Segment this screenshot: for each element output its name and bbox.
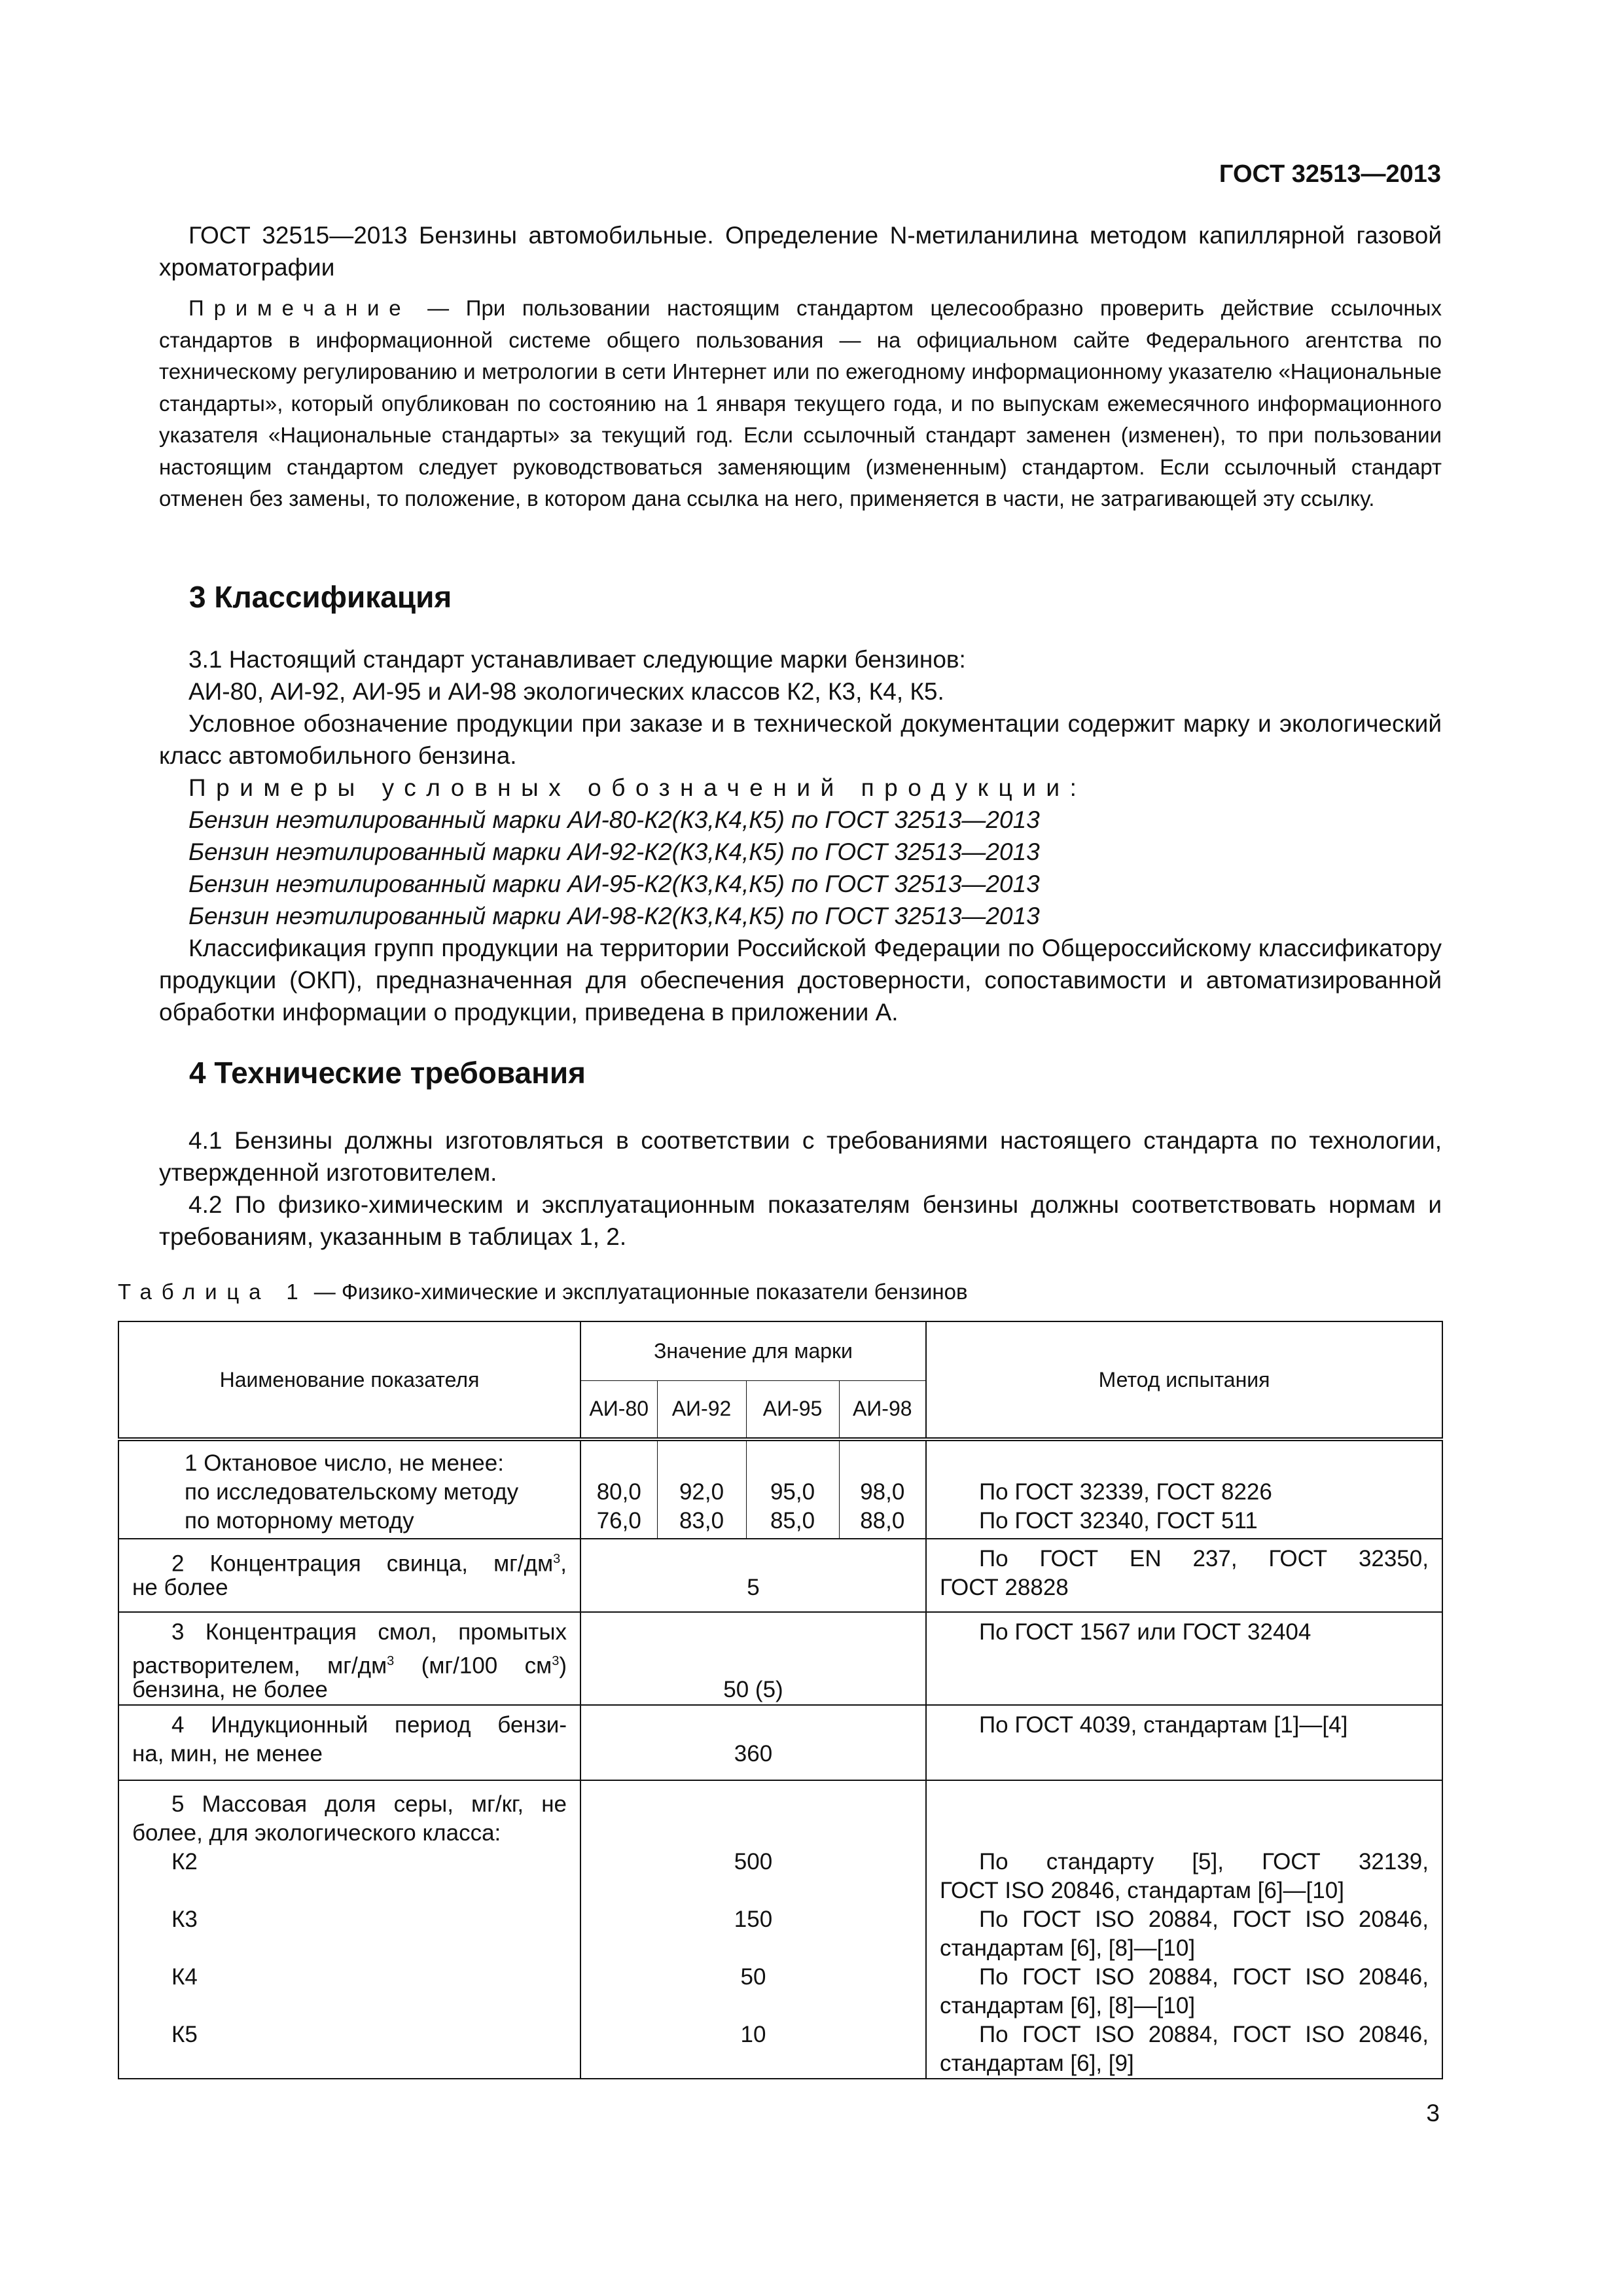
method: ГОСТ 28828 bbox=[940, 1575, 1069, 1600]
t: ) bbox=[559, 1653, 567, 1679]
note-label: Примечание bbox=[188, 296, 411, 320]
paragraph-4-1: 4.1 Бензины должны изготовляться в соответствии с требованиями настоящего стандарта по технологии, утвержденной изготовителем. bbox=[159, 1127, 1442, 1186]
method: По стандарту [5], ГОСТ 32139, bbox=[979, 1849, 1429, 1874]
value: 85,0 bbox=[770, 1508, 815, 1534]
header-method: Метод испытания bbox=[926, 1321, 1442, 1439]
method: По ГОСТ 32340, ГОСТ 511 bbox=[979, 1508, 1258, 1534]
section-4-body bbox=[159, 1124, 1442, 1253]
examples-label: Примеры условных обозначений продукции: bbox=[188, 774, 1087, 801]
document-code: ГОСТ 32513—2013 bbox=[1219, 160, 1441, 188]
row5-title: 5 Массовая доля серы, мг/кг, не bbox=[171, 1791, 567, 1817]
designation-paragraph: Условное обозначение продукции при заказе и в технической документации содержит марку и экологический класс автомобильного бензина. bbox=[159, 710, 1442, 769]
t: (мг/100 см bbox=[394, 1653, 552, 1679]
reference-paragraph: ГОСТ 32515—2013 Бензины автомобильные. Определение N-метиланилина методом капиллярной газовой хроматографии bbox=[159, 222, 1442, 281]
value: 10 bbox=[740, 2022, 766, 2047]
table-row bbox=[118, 1439, 1442, 1539]
value: 500 bbox=[734, 1849, 773, 1874]
value: 5 bbox=[747, 1575, 760, 1600]
header-grade-ai80: АИ-80 bbox=[580, 1380, 657, 1439]
value: 76,0 bbox=[596, 1508, 641, 1534]
table-caption-label: Таблица 1 bbox=[118, 1280, 308, 1304]
row3-title-2 bbox=[132, 1647, 567, 1679]
value: 80,0 bbox=[596, 1479, 641, 1505]
method: По ГОСТ ISO 20884, ГОСТ ISO 20846, bbox=[979, 1907, 1429, 1932]
superscript: 3 bbox=[552, 1654, 560, 1668]
note-text: — При пользовании настоящим стандартом целесообразно проверить действие ссылочных стандартов в информационной системе общего пользования — на официальном сайте Федерального агентства по техническому регулированию и метрологии в сети Интернет или по ежегодному информационному указателю «Национальные стандарты», который опубликован по состоянию на 1 января текущего года, и по выпускам ежемесячного информационного указателя «Национальные стандарты» за текущий год. Если ссылочный стандарт заменен (изменен), то при пользовании настоящим стандартом следует руководствоваться заменяющим (измененным) стандартом. Если ссылочный стандарт отменен без замены, то положение, в котором дана ссылка на него, применяется в части, не затрагивающей эту ссылку. bbox=[159, 296, 1442, 511]
method: стандартам [6], [9] bbox=[940, 2051, 1134, 2076]
method: ГОСТ ISO 20846, стандартам [6]—[10] bbox=[940, 1878, 1344, 1903]
row4-title-2: на, мин, не менее bbox=[132, 1741, 323, 1767]
table-1 bbox=[118, 1321, 1443, 2079]
method: По ГОСТ EN 237, ГОСТ 32350, bbox=[979, 1546, 1429, 1571]
grades-line: АИ-80, АИ-92, АИ-95 и АИ-98 экологических классов К2, К3, К4, К5. bbox=[188, 678, 944, 705]
value: 50 bbox=[740, 1964, 766, 1990]
table-caption-text: — Физико-химические и эксплуатационные показатели бензинов bbox=[313, 1280, 968, 1304]
reference-block bbox=[159, 219, 1442, 515]
method: По ГОСТ ISO 20884, ГОСТ ISO 20846, bbox=[979, 2022, 1429, 2047]
header-grade-ai92: АИ-92 bbox=[657, 1380, 746, 1439]
row1-title: 1 Октановое число, не менее: bbox=[185, 1450, 504, 1476]
punct: , bbox=[560, 1551, 567, 1577]
header-name: Наименование показателя bbox=[118, 1321, 580, 1439]
example-2: Бензин неэтилированный марки АИ-92-К2(К3,К4,К5) по ГОСТ 32513—2013 bbox=[188, 838, 1040, 865]
method: стандартам [6], [8]—[10] bbox=[940, 1935, 1196, 1961]
class-k4: К4 bbox=[171, 1964, 198, 1990]
example-3: Бензин неэтилированный марки АИ-95-К2(К3,К4,К5) по ГОСТ 32513—2013 bbox=[188, 870, 1040, 897]
row1-motor: по моторному методу bbox=[185, 1508, 414, 1534]
row3-title-3: бензина, не более bbox=[132, 1677, 328, 1702]
value: 92,0 bbox=[679, 1479, 724, 1505]
method: стандартам [6], [8]—[10] bbox=[940, 1993, 1196, 2018]
header-grade-ai98: АИ-98 bbox=[839, 1380, 926, 1439]
class-k2: К2 bbox=[171, 1849, 198, 1874]
method: По ГОСТ ISO 20884, ГОСТ ISO 20846, bbox=[979, 1964, 1429, 1990]
table-caption bbox=[118, 1280, 968, 1304]
row2-title-2: не более bbox=[132, 1575, 228, 1600]
method: По ГОСТ 32339, ГОСТ 8226 bbox=[979, 1479, 1272, 1505]
section-3-body bbox=[159, 643, 1442, 1028]
okp-paragraph: Классификация групп продукции на территории Российской Федерации по Общероссийскому классификатору продукции (ОКП), предназначенная для обеспечения достоверности, сопоставимости и автоматизированной обработки информации о продукции, приведена в приложении А. bbox=[159, 935, 1442, 1026]
page-number: 3 bbox=[1426, 2100, 1440, 2126]
paragraph-3-1: 3.1 Настоящий стандарт устанавливает следующие марки бензинов: bbox=[188, 646, 966, 673]
table-row bbox=[118, 1539, 1442, 1612]
row2-title bbox=[132, 1545, 567, 1577]
row1-research: по исследовательскому методу bbox=[185, 1479, 519, 1505]
paragraph-4-2: 4.2 По физико-химическим и эксплуатационным показателям бензины должны соответствовать нормам и требованиям, указанным в таблицах 1, 2. bbox=[159, 1191, 1442, 1250]
row4-title: 4 Индукционный период бензи- bbox=[171, 1712, 567, 1738]
method: По ГОСТ 1567 или ГОСТ 32404 bbox=[979, 1619, 1311, 1645]
row3-title: 3 Концентрация смол, промытых bbox=[171, 1619, 567, 1645]
row2-title-text: 2 Концентрация свинца, мг/дм bbox=[171, 1551, 554, 1577]
value: 50 (5) bbox=[723, 1677, 783, 1702]
header-grade-ai95: АИ-95 bbox=[746, 1380, 839, 1439]
method: По ГОСТ 4039, стандартам [1]—[4] bbox=[979, 1712, 1348, 1738]
class-k3: К3 bbox=[171, 1907, 198, 1932]
value: 360 bbox=[734, 1741, 773, 1767]
value: 95,0 bbox=[770, 1479, 815, 1505]
table-row bbox=[118, 1705, 1442, 1780]
value: 88,0 bbox=[860, 1508, 905, 1534]
superscript: 3 bbox=[387, 1654, 395, 1668]
t: растворителем, мг/дм bbox=[132, 1653, 387, 1679]
header-value-group: Значение для марки bbox=[580, 1321, 926, 1380]
row5-title-2: более, для экологического класса: bbox=[132, 1820, 501, 1846]
value: 83,0 bbox=[679, 1508, 724, 1534]
section-3-heading: 3 Классификация bbox=[189, 580, 452, 614]
table-row bbox=[118, 1780, 1442, 2079]
example-1: Бензин неэтилированный марки АИ-80-К2(К3,К4,К5) по ГОСТ 32513—2013 bbox=[188, 806, 1040, 833]
note-paragraph bbox=[159, 293, 1442, 515]
superscript: 3 bbox=[553, 1552, 561, 1566]
class-k5: К5 bbox=[171, 2022, 198, 2047]
value: 98,0 bbox=[860, 1479, 905, 1505]
table-row bbox=[118, 1612, 1442, 1705]
value: 150 bbox=[734, 1907, 773, 1932]
section-4-heading: 4 Технические требования bbox=[189, 1056, 586, 1090]
example-4: Бензин неэтилированный марки АИ-98-К2(К3,К4,К5) по ГОСТ 32513—2013 bbox=[188, 903, 1040, 929]
